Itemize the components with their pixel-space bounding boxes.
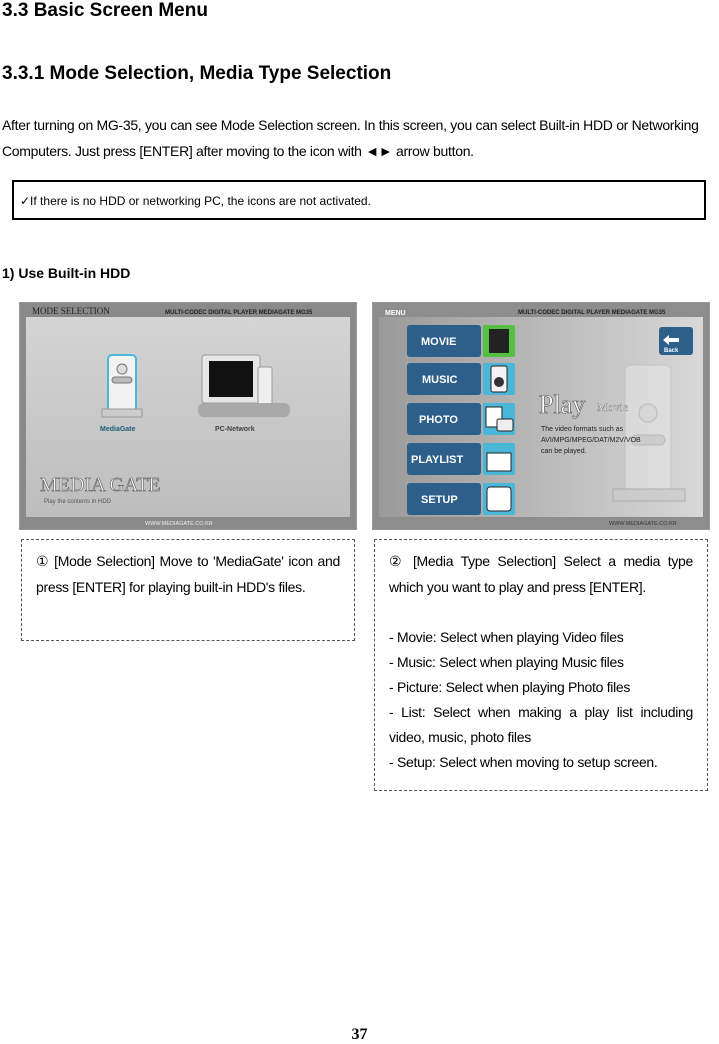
pc-network-label: PC-Network — [215, 426, 255, 433]
menu-illustration — [373, 303, 709, 529]
mode-header-right: MULTI-CODEC DIGITAL PLAYER MEDIAGATE MG35 — [165, 310, 313, 316]
mediagate-brand: MEDIA GATE — [40, 474, 161, 496]
caption-mode-selection — [21, 539, 355, 641]
menu-item-label: SETUP — [421, 494, 458, 506]
back-button[interactable] — [659, 327, 693, 355]
menu-item-label: PLAYLIST — [411, 454, 464, 466]
menu-screenshot — [372, 302, 710, 530]
mode-tagline: Play the contents in HDD — [44, 499, 112, 505]
menu-header-left: MENU — [385, 310, 406, 317]
mediagate-label: MediaGate — [100, 426, 136, 433]
subsection-title: 3.3.1 Mode Selection, Media Type Selection — [2, 63, 392, 84]
play-subtitle: Movie — [597, 400, 629, 414]
mediagate-device-icon[interactable] — [102, 355, 142, 417]
page-number: 37 — [351, 1026, 368, 1043]
menu-item-photo[interactable] — [407, 403, 515, 435]
caption-media-intro: ② [Media Type Selection] Select a media type which you want to play and press [ENTER]. — [389, 553, 693, 595]
box-icon — [487, 453, 511, 471]
mode-selection-illustration — [20, 303, 356, 529]
menu-footer: WWW.MEDIAGATE.CO.KR — [609, 521, 677, 527]
menu-item-setup[interactable] — [407, 483, 515, 515]
caption-media-type — [374, 539, 708, 791]
mode-header-left: MODE SELECTION — [32, 306, 110, 316]
menu-item-label: PHOTO — [419, 414, 458, 426]
caption-item-list: - List: Select when making a play list including video, music, photo files — [389, 704, 693, 745]
section-title: 3.3 Basic Screen Menu — [2, 0, 208, 21]
back-label: Back — [664, 348, 679, 354]
mode-footer: WWW.MEDIAGATE.CO.KR — [145, 521, 213, 527]
film-icon — [489, 329, 509, 353]
menu-item-music[interactable] — [407, 363, 515, 395]
caption-mode-selection-text: ① [Mode Selection] Move to 'MediaGate' icon and press [ENTER] for playing built-in HDD's files. — [36, 553, 340, 595]
play-desc-2: AVI/MPG/MPEG/DAT/M2V/VOB — [541, 437, 641, 444]
menu-item-label: MOVIE — [421, 336, 457, 348]
menu-header-right: MULTI-CODEC DIGITAL PLAYER MEDIAGATE MG35 — [518, 310, 666, 316]
caption-item-music: - Music: Select when playing Music files — [389, 654, 624, 670]
caption-item-movie: - Movie: Select when playing Video files — [389, 629, 624, 645]
caption-item-picture: - Picture: Select when playing Photo files — [389, 679, 631, 695]
play-desc-1: The video formats such as — [541, 426, 624, 433]
intro-line-2: Computers. Just press [ENTER] after moving to the icon with ◄► arrow button. — [2, 143, 474, 159]
menu-item-label: MUSIC — [422, 374, 458, 386]
note-box: ✓If there is no HDD or networking PC, the icons are not activated. — [12, 180, 706, 220]
play-title: Play — [539, 390, 586, 419]
intro-line-1: After turning on MG-35, you can see Mode Selection screen. In this screen, you can select Built-in HDD or Networking — [2, 117, 699, 133]
mode-selection-screenshot — [19, 302, 357, 530]
menu-item-playlist[interactable] — [407, 443, 515, 475]
clock-icon — [487, 487, 511, 511]
play-desc-3: can be played. — [541, 448, 587, 455]
heading-built-in-hdd: 1) Use Built-in HDD — [2, 265, 131, 281]
intro-paragraph — [2, 112, 718, 164]
menu-item-movie[interactable] — [407, 325, 515, 357]
caption-item-setup: - Setup: Select when moving to setup screen. — [389, 754, 658, 770]
